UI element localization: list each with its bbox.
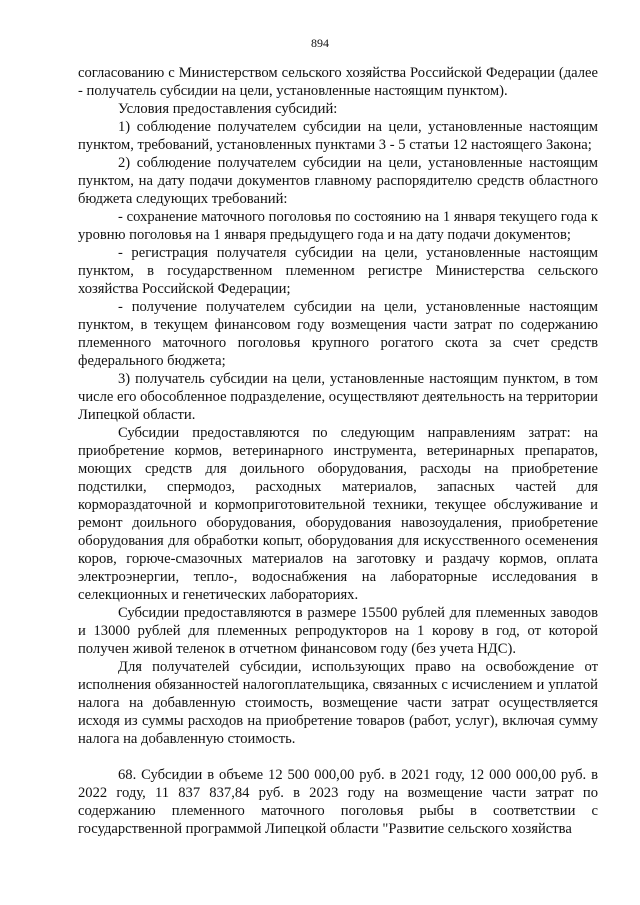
paragraph-condition-1: 1) соблюдение получателем субсидии на цели, установленные настоящим пунктом, требований, установленных пунктами 3 - 5 статьи 12 настоящего Закона; (78, 119, 598, 153)
paragraph-item-68: 68. Субсидии в объеме 12 500 000,00 руб. в 2021 году, 12 000 000,00 руб. в 2022 году, 11 837 837,84 руб. в 2023 году на возмещение части затрат по содержанию племенного маточного поголовья рыбы в соответствии с государственной программой Липецкой области "Развитие сельского хозяйства (78, 767, 598, 837)
paragraph-conditions-heading: Условия предоставления субсидий: (118, 101, 338, 117)
paragraph-requirement-registration: - регистрация получателя субсидии на цели, установленные настоящим пунктом, в государственном племенном регистре Министерства сельского хозяйства Российской Федерации; (78, 245, 598, 297)
paragraph-requirement-federal-funds: - получение получателем субсидии на цели, установленные настоящим пунктом, в текущем финансовом году возмещения части затрат по содержанию племенного маточного поголовья крупного рогатого скота за счет средств федерального бюджета; (78, 299, 598, 369)
document-body (78, 64, 598, 838)
paragraph-condition-2: 2) соблюдение получателем субсидии на цели, установленные настоящим пунктом, на дату подачи документов главному распорядителю средств областного бюджета следующих требований: (78, 155, 598, 207)
page-number: 894 (311, 36, 329, 50)
paragraph-condition-3: 3) получатель субсидии на цели, установленные настоящим пунктом, в том числе его обособленное подразделение, осуществляют деятельность на территории Липецкой области. (78, 371, 598, 423)
paragraph-requirement-livestock: - сохранение маточного поголовья по состоянию на 1 января текущего года к уровню поголовья на 1 января предыдущего года и на дату подачи документов; (78, 209, 598, 243)
paragraph-intro-continuation: согласованию с Министерством сельского хозяйства Российской Федерации (далее - получатель субсидии на цели, установленные настоящим пунктом). (78, 65, 598, 99)
paragraph-vat-exemption: Для получателей субсидии, использующих право на освобождение от исполнения обязанностей налогоплательщика, связанных с исчислением и уплатой налога на добавленную стоимость, возмещение части затрат осуществляется исходя из суммы расходов на приобретение товаров (работ, услуг), включая сумму налога на добавленную стоимость. (78, 659, 598, 747)
paragraph-cost-directions: Субсидии предоставляются по следующим направлениям затрат: на приобретение кормов, ветеринарного инструмента, ветеринарных препаратов, моющих средств для доильного оборудования, расходы на приобретение подстилки, спермодоз, расходных материалов, запасных частей для кормораздаточной и кормоприготовительной техники, текущее обслуживание и ремонт доильного оборудования, оборудования навозоудаления, приобретение оборудования для обработки копыт, оборудования для искусственного осеменения коров, горюче-смазочных материалов на заготовку и раздачу кормов, оплата электроэнергии, тепло-, водоснабжения на лабораторные исследования в селекционных и генетических лабораториях. (78, 425, 598, 603)
paragraph-subsidy-amount: Субсидии предоставляются в размере 15500 рублей для племенных заводов и 13000 рублей для племенных репродукторов на 1 корову в год, от которой получен живой теленок в отчетном финансовом году (без учета НДС). (78, 605, 598, 657)
